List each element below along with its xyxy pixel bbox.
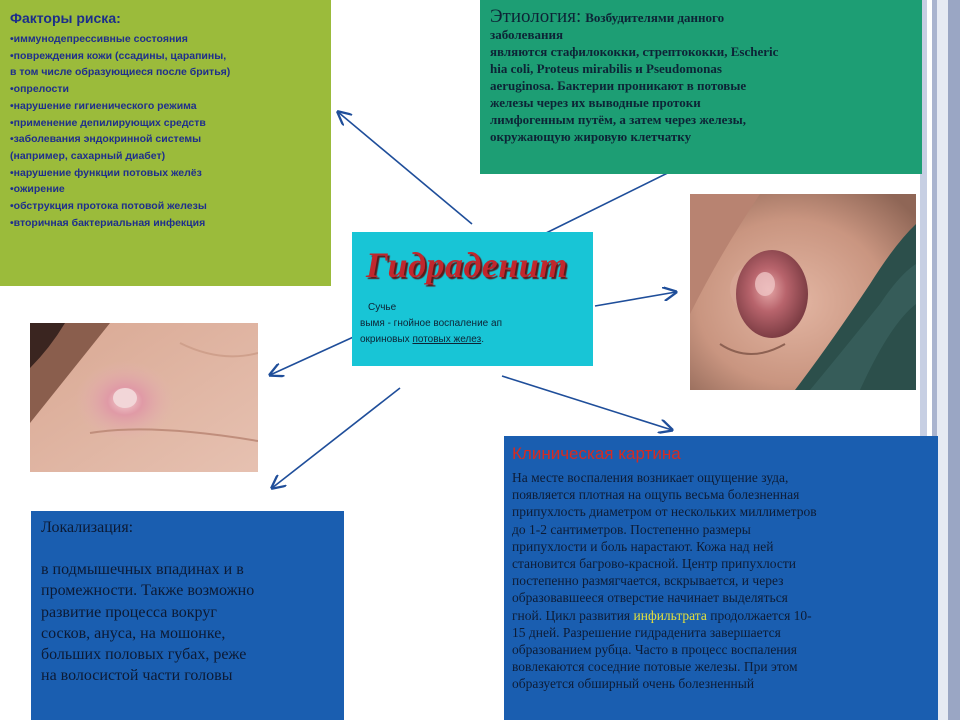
etiology-line: окружающую жировую клетчатку: [490, 129, 692, 144]
arrow-to-clinical: [502, 376, 672, 430]
list-item: •обструкция протока потовой железы: [10, 200, 207, 213]
localization-line: развитие процесса вокруг: [41, 603, 217, 621]
infiltrate-highlight: инфильтрата: [633, 607, 707, 623]
clinical-line: [512, 607, 928, 624]
definition-line: вымя - гнойное воспаление ап: [360, 318, 502, 329]
etiology-title: Этиология:: [490, 6, 582, 27]
sweat-glands-link[interactable]: потовых желез: [412, 334, 482, 345]
etiology-line: лимфогенным путём, а затем через железы,: [490, 112, 747, 127]
risk-factors-list: [10, 31, 321, 231]
etiology-line: hia coli, Proteus mirabilis и Pseudomonas: [490, 61, 722, 76]
hidradenitis-center-box: [352, 232, 593, 366]
etiology-line: заболевания: [490, 27, 563, 42]
risk-factors-title: Факторы риска:: [10, 10, 121, 26]
clinical-line: На месте воспаления возникает ощущение зуда,: [512, 470, 789, 485]
localization-line: на волосистой части головы: [41, 667, 233, 685]
etiology-line: железы через их выводные протоки: [490, 95, 701, 110]
list-item: в том числе образующиеся после бритья): [10, 66, 231, 79]
clinical-line: 15 дней. Разрешение гидраденита завершается: [512, 624, 781, 640]
list-item: •иммунодепрессивные состояния: [10, 33, 188, 45]
localization-box: [31, 511, 344, 720]
clinical-picture-box: [504, 436, 938, 720]
definition-text: [360, 300, 586, 348]
etiology-line: aeruginosa. Бактерии проникают в потовые: [490, 78, 747, 93]
clinical-line: образованием рубца. Часто в процесс воспаления: [512, 642, 797, 658]
etiology-line: Возбудителями данного: [585, 10, 725, 25]
clinical-line: образуется обширный очень болезненный: [512, 676, 755, 692]
arrow-to-risk-factors: [338, 112, 472, 224]
list-item: •повреждения кожи (ссадины, царапины,: [10, 49, 227, 62]
list-item: (например, сахарный диабет): [10, 149, 166, 162]
etiology-text: [490, 8, 912, 26]
clinical-title: Клиническая картина: [512, 444, 681, 463]
clinical-line: постепенно размягчается, вскрывается, и через: [512, 573, 784, 589]
shoulder-photo: [30, 323, 258, 472]
clinical-line: до 1-2 сантиметров. Постепенно размеры: [512, 521, 751, 537]
clinical-text-part: продолжается 10-: [706, 607, 812, 623]
armpit-photo: [690, 194, 916, 390]
localization-line: промежности. Также возможно: [41, 582, 255, 600]
list-item: •нарушение гигиенического режима: [10, 99, 197, 112]
risk-factors-box: [0, 0, 331, 286]
clinical-line: припухлость диаметром от нескольких миллиметров: [512, 504, 817, 520]
list-item: •опрелости: [10, 83, 69, 96]
etiology-box: [480, 0, 922, 174]
definition-line: [360, 332, 586, 348]
definition-text-part: .: [481, 334, 484, 345]
clinical-line: появляется плотная на ощупь весьма болезненная: [512, 487, 800, 503]
localization-line: [41, 538, 334, 559]
localization-line: сосков, ануса, на мошонке,: [41, 624, 226, 642]
localization-line: Локализация:: [41, 519, 134, 536]
arrow-to-localization: [272, 388, 400, 488]
definition-line: Сучье: [368, 302, 397, 313]
list-item: •вторичная бактериальная инфекция: [10, 216, 206, 229]
localization-line: в подмышечных впадинах и в: [41, 561, 244, 579]
arrow-to-photo-right: [595, 292, 676, 306]
clinical-line: припухлости и боль нарастают. Кожа над ней: [512, 538, 774, 554]
clinical-line: образовавшееся отверстие начинает выделяться: [512, 590, 788, 606]
list-item: •заболевания эндокринной системы: [10, 133, 202, 146]
arrow-to-photo-left: [270, 334, 360, 375]
localization-line: больших половых губах, реже: [41, 646, 247, 664]
clinical-text-part: гной. Цикл развития: [512, 607, 634, 623]
main-title: Гидраденит: [366, 245, 568, 285]
clinical-line: вовлекаются соседние потовые железы. При этом: [512, 659, 798, 675]
list-item: •нарушение функции потовых желёз: [10, 166, 202, 179]
list-item: •ожирение: [10, 183, 65, 196]
list-item: •применение депилирующих средств: [10, 116, 206, 129]
etiology-line: являются стафилококки, стрептококки, Escheric: [490, 44, 779, 59]
definition-text-part: окриновых: [360, 334, 413, 345]
clinical-line: становится багрово-красной. Центр припухлости: [512, 556, 796, 572]
